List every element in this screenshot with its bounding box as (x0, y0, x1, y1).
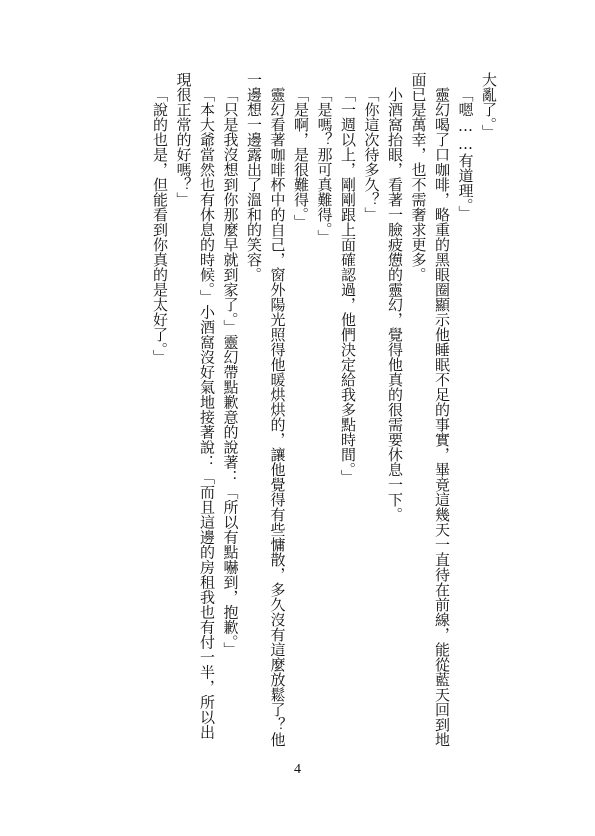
text-line-8: 「是嗎？那可真難得。」 (315, 87, 334, 245)
text-line-15: 「說的也是，但能看到你真的是太好了。」 (151, 87, 169, 365)
text-line-11: 一邊想一邊露出了溫和的笑容。 (245, 72, 263, 282)
text-line-10: 靈幻看著咖啡杯中的自己，窗外陽光照得他暖烘烘的，讓他覺得有些慵散，多久沒有這麼放鬆了？他 (268, 87, 287, 747)
vertical-text-body (104, 72, 500, 752)
text-line-14: 現很正常的好嗎？」 (174, 72, 193, 207)
text-line-4: 面已是萬幸，也不需奢求更多。 (409, 72, 428, 282)
text-line-9: 「是啊，是很難得。」 (292, 87, 310, 230)
page-number: 4 (294, 762, 301, 777)
text-line-13: 「本大爺當然也有休息的時候。」小酒窩沒好氣地接著說：「而且這邊的房租我也有付一半，所以出 (198, 87, 216, 740)
text-line-6: 「你這次待多久？」 (362, 87, 381, 222)
text-line-2: 「嗯……有道理。」 (456, 87, 475, 221)
text-line-5: 小酒窩抬眼，看著一臉疲憊的靈幻，覺得他真的很需要休息一下。 (386, 87, 404, 522)
text-line-7: 「一週以上，剛剛跟上面確認過，他們決定給我多點時間。」 (339, 87, 357, 485)
text-line-12: 「只是我沒想到你那麼早就到家了。」靈幻帶點歉意的說著：「所以有點嚇到，抱歉。」 (221, 87, 240, 657)
text-line-1: 大亂了。」 (480, 72, 498, 140)
text-line-3: 靈幻喝了口咖啡，略重的黑眼圈顯示他睡眠不足的事實，畢竟這幾天一直待在前線，能從藍天回到地 (433, 87, 451, 747)
